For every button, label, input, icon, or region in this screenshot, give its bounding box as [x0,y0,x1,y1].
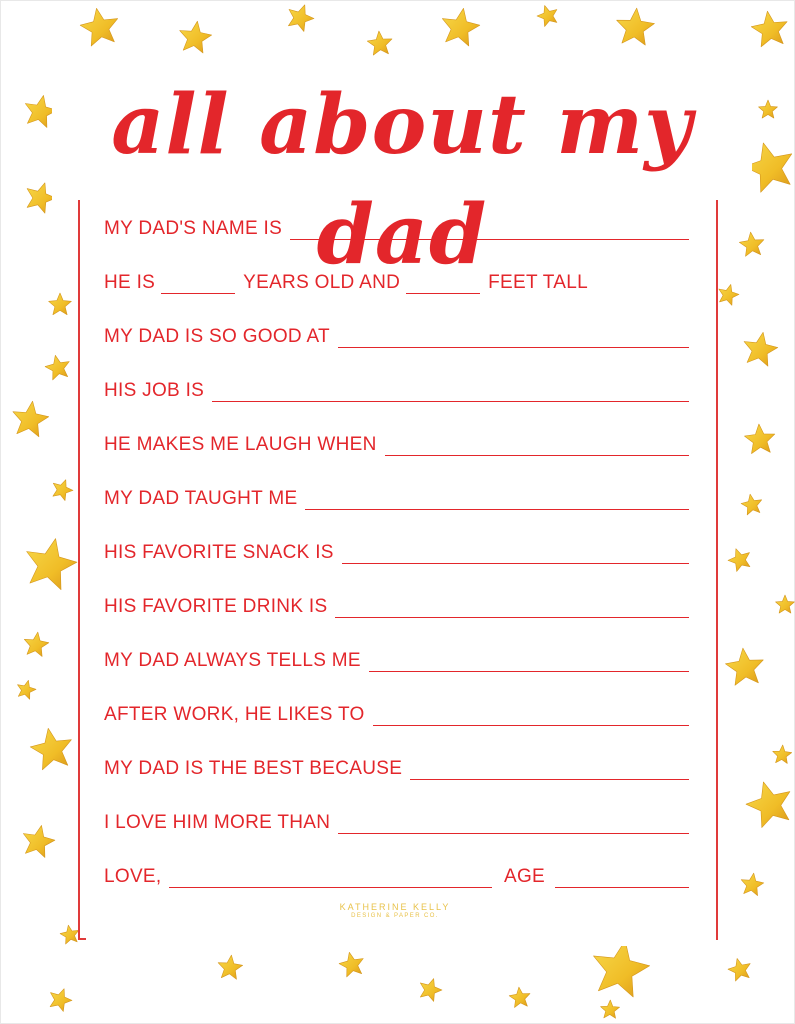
star-icon [23,825,55,857]
answer-line-good-at[interactable] [338,346,689,348]
brand-tagline: DESIGN & PAPER CO. [351,913,439,919]
star-icon [30,728,71,770]
row-signature [104,860,689,890]
answer-line-laugh[interactable] [385,454,689,456]
star-icon [367,31,392,55]
star-icon [744,332,778,366]
row-snack [104,536,689,566]
prompt-dad-name: MY DAD'S NAME IS [104,218,283,239]
star-icon [728,549,750,572]
row-tells [104,644,689,674]
row-job [104,374,689,404]
answer-line-job[interactable] [212,400,689,402]
star-icon [594,941,650,998]
prompt-age-prefix: HE IS [104,272,156,293]
star-icon [49,293,72,315]
row-after-work [104,698,689,728]
star-icon [728,958,750,981]
prompt-good-at: MY DAD IS SO GOOD AT [104,326,330,347]
star-icon [739,232,764,256]
star-icon [601,1000,620,1018]
star-icon [773,745,792,764]
star-icon [27,539,77,590]
prompt-taught: MY DAD TAUGHT ME [104,488,298,509]
star-icon [18,680,37,699]
answer-line-drink[interactable] [335,616,689,618]
prompt-after-work: AFTER WORK, HE LIKES TO [104,704,365,725]
page-title: all about my dad [52,70,752,200]
star-icon [50,989,72,1012]
star-icon [24,632,49,656]
row-laugh [104,428,689,458]
star-icon [719,284,739,305]
star-icon [53,480,73,501]
star-icon [751,11,787,47]
prompt-love-more: I LOVE HIM MORE THAN [104,812,331,833]
star-icon [741,494,762,515]
star-icon [745,424,775,454]
row-dad-name [104,212,689,242]
row-age-height [104,266,689,296]
prompt-age: AGE [503,866,545,887]
prompt-tells: MY DAD ALWAYS TELLS ME [104,650,361,671]
answer-line-love-more[interactable] [338,832,689,834]
brand-logo [300,902,490,919]
star-icon [420,979,442,1002]
star-icon [537,6,557,27]
prompt-love: LOVE, [104,866,162,887]
star-icon [288,5,314,32]
row-drink [104,590,689,620]
star-icon [80,8,118,46]
star-icon [339,952,363,977]
row-good-at [104,320,689,350]
star-icon [617,8,655,45]
prompt-age-middle: YEARS OLD AND [243,272,401,293]
answer-line-best[interactable] [410,778,689,780]
prompt-snack: HIS FAVORITE SNACK IS [104,542,334,563]
prompt-job: HIS JOB IS [104,380,205,401]
star-icon [13,401,49,437]
star-icon [60,925,79,944]
row-best [104,752,689,782]
star-icon [45,355,69,380]
star-icon [776,595,795,613]
star-icon [218,955,243,979]
answer-line-signature[interactable] [169,886,491,888]
star-icon [509,987,530,1007]
star-icon [746,782,790,828]
star-icon [725,648,763,685]
answer-line-age[interactable] [555,886,689,888]
star-icon [442,8,480,46]
prompt-best: MY DAD IS THE BEST BECAUSE [104,758,403,779]
answer-line-dad-name[interactable] [290,238,689,240]
prompt-laugh: HE MAKES ME LAUGH WHEN [104,434,377,455]
answer-line-after-work[interactable] [373,724,689,726]
prompt-age-suffix: FEET TALL [488,272,588,293]
answer-line-snack[interactable] [342,562,689,564]
star-icon [180,21,212,53]
row-love-more [104,806,689,836]
star-icon [759,100,778,118]
brand-name: KATHERINE KELLY [339,902,451,912]
star-icon [741,873,764,896]
prompt-drink: HIS FAVORITE DRINK IS [104,596,328,617]
answer-line-years[interactable] [161,292,235,294]
answer-line-tells[interactable] [369,670,689,672]
row-taught [104,482,689,512]
answer-line-feet[interactable] [406,292,480,294]
answer-line-taught[interactable] [305,508,689,510]
